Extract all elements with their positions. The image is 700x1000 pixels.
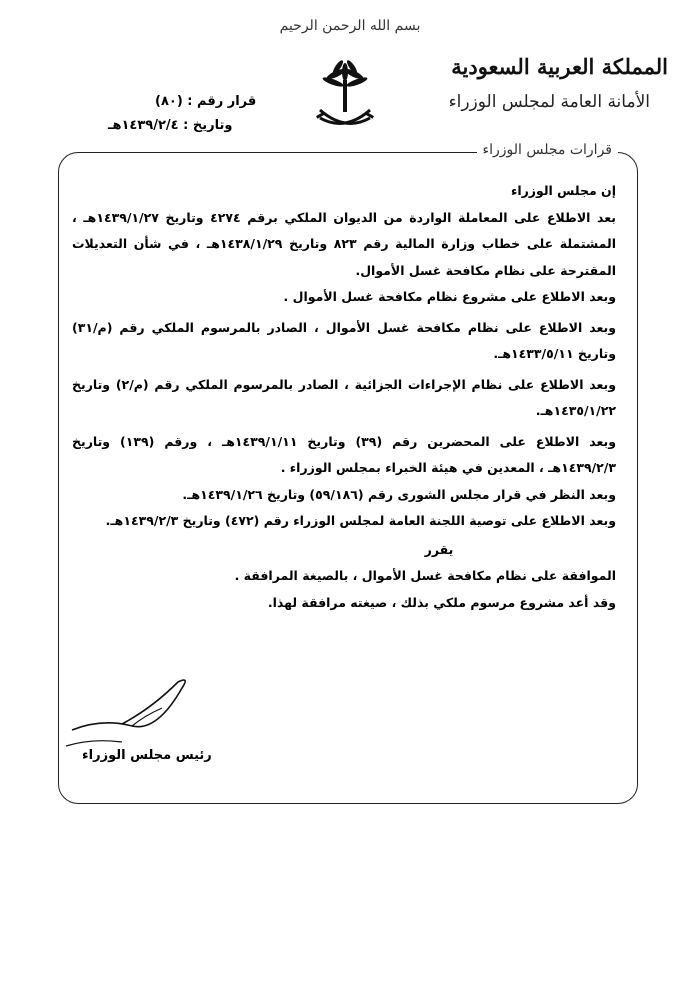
paragraph-aml-law: وبعد الاطلاع على نظام مكافحة غسل الأموال ، الصادر بالمرسوم الملكي رقم (م/٣١) وتاريخ ١٤٣٣/٥/١١هـ. bbox=[72, 319, 616, 361]
decision-number: قرار رقم : (٨٠) bbox=[155, 94, 257, 109]
resolution-body bbox=[72, 178, 616, 616]
paragraph-transaction: بعد الاطلاع على المعاملة الواردة من الديوان الملكي برقم ٤٢٧٤ وتاريخ ١٤٣٩/١/٢٧هـ ، المشتملة على خطاب وزارة المالية رقم ٨٢٣ وتاريخ ١٤٣٨/١/٢٩هـ ، في شأن التعديلات المقترحة على نظام مكافحة غسل الأموال. bbox=[72, 209, 616, 278]
paragraph-draft-law: وبعد الاطلاع على مشروع نظام مكافحة غسل الأموال . bbox=[283, 289, 616, 304]
kingdom-name: المملكة العربية السعودية bbox=[451, 54, 668, 79]
paragraph-minutes: وبعد الاطلاع على المحضرين رقم (٣٩) وتاريخ ١٤٣٩/١/١١هـ ، ورقم (١٣٩) وتاريخ ١٤٣٩/٢/٣هـ ، المعدين في هيئة الخبراء بمجلس الوزراء . bbox=[72, 433, 617, 475]
decision-date: وتاريخ : ١٤٣٩/٢/٤هـ bbox=[108, 118, 233, 133]
signer-title: رئيس مجلس الوزراء bbox=[82, 748, 212, 763]
intro-line: إن مجلس الوزراء bbox=[510, 183, 616, 198]
signature-icon bbox=[62, 668, 212, 748]
paragraph-approval: الموافقة على نظام مكافحة غسل الأموال ، بالصيغة المرافقة . bbox=[234, 568, 616, 583]
paragraph-committee: وبعد الاطلاع على توصية اللجنة العامة لمجلس الوزراء رقم (٤٧٢) وتاريخ ١٤٣٩/٢/٣هـ. bbox=[105, 513, 616, 528]
paragraph-criminal-procedure: وبعد الاطلاع على نظام الإجراءات الجزائية ، الصادر بالمرسوم الملكي رقم (م/٢) وتاريخ ١٤٣٥/١/٢٢هـ. bbox=[72, 376, 617, 418]
saudi-emblem-icon bbox=[314, 58, 376, 136]
paragraph-shura: وبعد النظر في قرار مجلس الشورى رقم (٥٩/١٨٦) وتاريخ ١٤٣٩/١/٢٦هـ. bbox=[182, 486, 616, 502]
resolutions-label: قرارات مجلس الوزراء bbox=[477, 142, 618, 158]
paragraph-royal-decree: وقد أعد مشروع مرسوم ملكي بذلك ، صيغته مرافقة لهذا. bbox=[267, 594, 616, 610]
general-secretariat: الأمانة العامة لمجلس الوزراء bbox=[448, 92, 650, 112]
resolves-heading: يقرر bbox=[424, 541, 454, 557]
basmala: بسم الله الرحمن الرحيم bbox=[279, 18, 421, 34]
